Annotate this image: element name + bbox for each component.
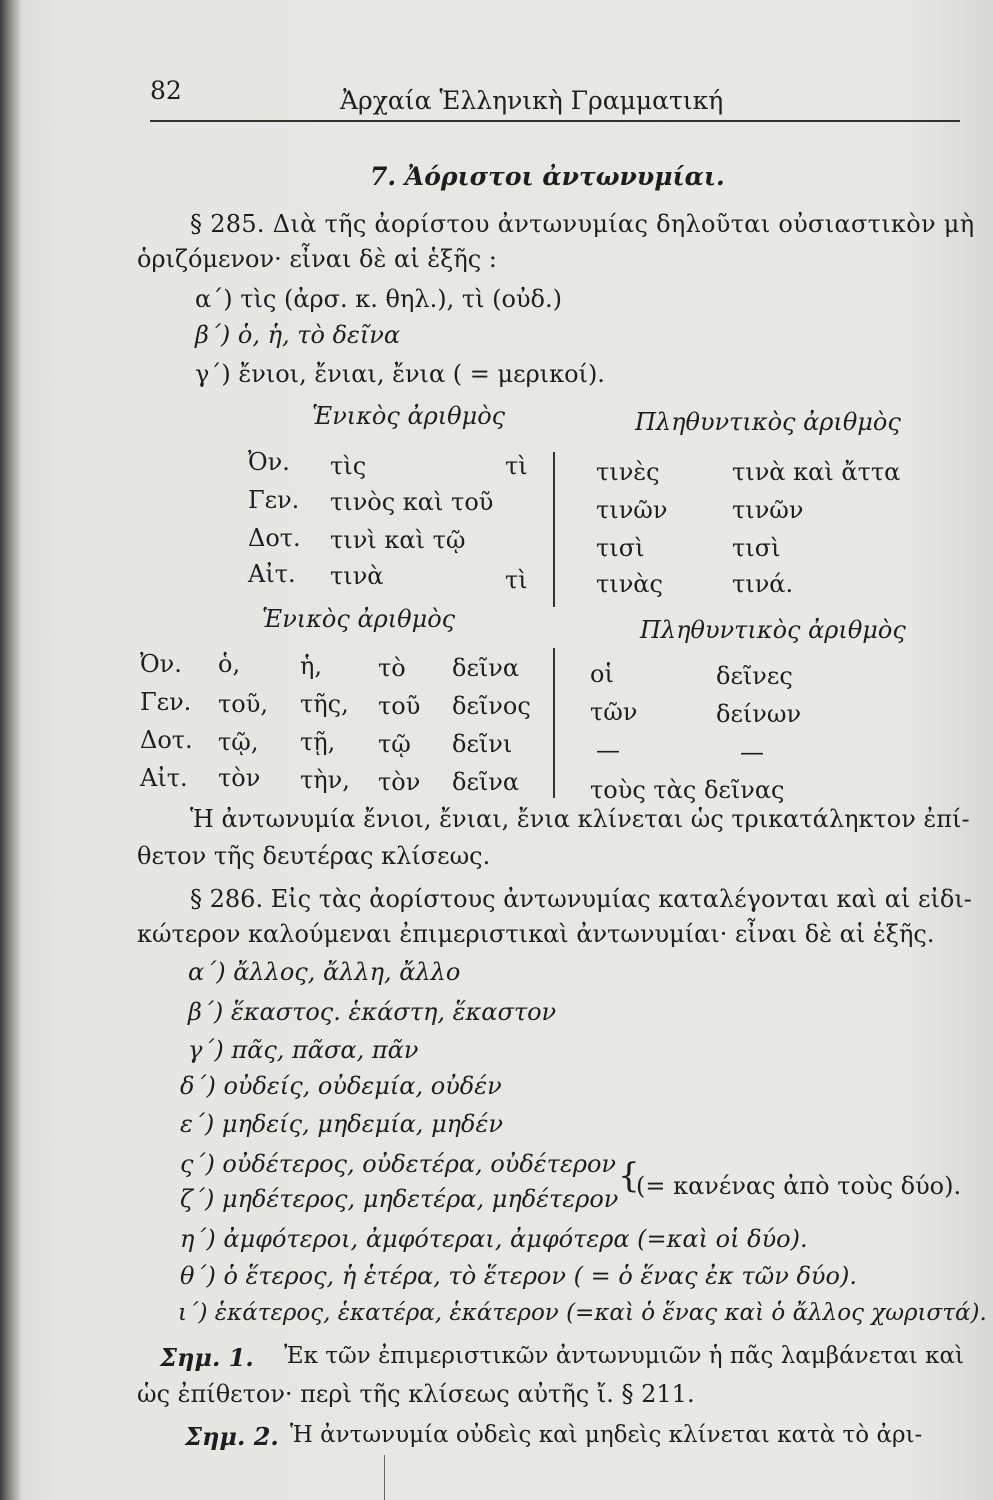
- t2-form: τῆς,: [300, 690, 349, 718]
- p286-item: β΄) ἕκαστος. ἑκάστη, ἕκαστον: [188, 998, 557, 1026]
- t2-form: τῇ,: [300, 728, 336, 756]
- t1-sing-form: τινὶ καὶ τῷ: [330, 526, 466, 554]
- t1-plur-form: τινῶν: [732, 496, 804, 524]
- t1-case: Γεν.: [248, 486, 300, 514]
- p286-item: δ΄) οὐδείς, οὐδεμία, οὐδέν: [180, 1072, 502, 1100]
- t2-form: ὁ,: [218, 650, 241, 678]
- p286-item: ζ΄) μηδέτερος, μηδετέρα, μηδέτερον: [180, 1185, 619, 1213]
- p285-item-c: γ΄) ἔνιοι, ἔνιαι, ἔνια ( = μερικοί).: [195, 360, 605, 388]
- t2-plur-form: δεῖνες: [716, 662, 793, 690]
- running-title: Ἀρχαία Ἑλληνικὴ Γραμματική: [340, 86, 724, 115]
- sim1-line2: ὡς ἐπίθετον· περὶ τῆς κλίσεως αὐτῆς ἴ. § 211.: [137, 1380, 695, 1408]
- t2-form: τὴν,: [300, 766, 350, 794]
- p286-item: ς΄) οὐδέτερος, οὐδετέρα, οὐδέτερον: [180, 1150, 616, 1178]
- t1-divider: [553, 452, 555, 607]
- p286-line1: § 286. Εἰς τὰς ἀορίστους ἀντωνυμίας καταλέγονται καὶ αἱ εἰδι-: [190, 885, 972, 913]
- t1-singular-header: Ἑνικὸς ἀριθμὸς: [312, 402, 506, 430]
- t2-plural-header: Πληθυντικὸς ἀριθμὸς: [640, 616, 906, 644]
- t2-plur-form: τοὺς τὰς δεῖνας: [590, 776, 785, 804]
- t2-form: ἡ,: [300, 652, 323, 680]
- t2-form: τοῦ,: [218, 690, 268, 718]
- t2-case: Ὀν.: [140, 650, 182, 678]
- t1-plur-form: τινά.: [732, 570, 794, 598]
- t2-plur-form: —: [596, 736, 620, 764]
- t1-sing-form: τινὰ: [330, 562, 384, 590]
- t1-plur-form: τινὰς: [596, 570, 663, 598]
- t2-case: Αἰτ.: [140, 764, 188, 792]
- t2-plur-form: δείνων: [716, 700, 802, 728]
- p285-line2: ὁριζόμενον· εἶναι δὲ αἱ ἑξῆς :: [137, 245, 497, 273]
- p286-line2: κώτερον καλούμεναι ἐπιμεριστικαὶ ἀντωνυμίαι· εἶναι δὲ αἱ ἑξῆς.: [137, 920, 935, 948]
- t1-plur-form: τινὲς: [596, 458, 660, 486]
- t2-singular-header: Ἑνικὸς ἀριθμὸς: [262, 605, 456, 633]
- t2-plur-form: οἱ: [590, 660, 614, 688]
- p286-item: γ΄) πᾶς, πᾶσα, πᾶν: [188, 1036, 419, 1064]
- t2-form: τῷ,: [218, 728, 259, 756]
- t2-form: τὸ: [378, 654, 406, 682]
- sim1-line1: Ἐκ τῶν ἐπιμεριστικῶν ἀντωνυμιῶν ἡ πᾶς λαμβάνεται καὶ: [284, 1343, 965, 1369]
- p285-item-a: α΄) τὶς (ἀρσ. κ. θηλ.), τὶ (οὐδ.): [195, 285, 562, 313]
- t2-form: τοῦ: [378, 692, 421, 720]
- sim2-line1: Ἡ ἀντωνυμία οὐδεὶς καὶ μηδεὶς κλίνεται κατὰ τὸ ἀρι-: [290, 1422, 923, 1448]
- t1-sing-form: τινὸς καὶ τοῦ: [330, 488, 494, 516]
- p285-item-b: β΄) ὁ, ἡ, τὸ δεῖνα: [195, 321, 401, 349]
- t1-plur-form: τινῶν: [596, 496, 668, 524]
- p286-item: ε΄) μηδείς, μηδεμία, μηδέν: [180, 1110, 503, 1138]
- t2-case: Δοτ.: [140, 726, 193, 754]
- t1-sing-form: τὶς: [330, 452, 367, 480]
- t2-form: τὸν: [378, 768, 421, 796]
- t1-case: Δοτ.: [248, 524, 301, 552]
- brace-note: (= κανένας ἀπὸ τοὺς δύο).: [636, 1172, 962, 1200]
- t1-sing-form: τὶ: [505, 452, 528, 480]
- p286-item: ι΄) ἑκάτερος, ἑκατέρα, ἑκάτερον (=καὶ ὁ ἕνας καὶ ὁ ἄλλος χωριστά).: [178, 1300, 987, 1326]
- section-heading: 7. Ἀόριστοι ἀντωνυμίαι.: [370, 162, 725, 191]
- t2-form: δεῖνι: [452, 730, 513, 758]
- t1-plur-form: τισὶ: [596, 534, 645, 562]
- t2-form: τὸν: [218, 764, 261, 792]
- p286-item: θ΄) ὁ ἕτερος, ἡ ἑτέρα, τὸ ἕτερον ( = ὁ ἕνας ἐκ τῶν δύο).: [180, 1262, 857, 1290]
- t2-form: δεῖνα: [452, 768, 520, 796]
- t1-plural-header: Πληθυντικὸς ἀριθμὸς: [635, 408, 901, 436]
- brace-mark: {: [618, 1156, 640, 1196]
- p285-line1: § 285. Διὰ τῆς ἀορίστου ἀντωνυμίας δηλοῦται οὐσιαστικὸν μὴ: [190, 210, 975, 238]
- sim1-label: Σημ. 1.: [160, 1343, 254, 1372]
- t2-plur-form: —: [740, 738, 764, 766]
- sim2-label: Σημ. 2.: [185, 1422, 279, 1451]
- t1-case: Ὀν.: [248, 448, 290, 476]
- t2-form: τῷ: [378, 730, 411, 758]
- t1-case: Αἰτ.: [248, 560, 296, 588]
- t1-plur-form: τινὰ καὶ ἄττα: [732, 458, 901, 486]
- t2-case: Γεν.: [140, 688, 192, 716]
- t2-divider: [553, 648, 555, 798]
- gutter-line: [384, 1455, 385, 1500]
- t1-sing-form: τὶ: [505, 566, 528, 594]
- page-number: 82: [150, 76, 182, 105]
- note-line-2: θετον τῆς δευτέρας κλίσεως.: [137, 842, 491, 870]
- p286-item: η΄) ἀμφότεροι, ἀμφότεραι, ἀμφότερα (=καὶ οἱ δύο).: [180, 1225, 808, 1253]
- t2-form: δεῖνα: [452, 654, 520, 682]
- t2-form: δεῖνος: [452, 692, 531, 720]
- header-rule: [150, 120, 960, 122]
- p286-item: α΄) ἄλλος, ἄλλη, ἄλλο: [188, 958, 461, 986]
- t2-plur-form: τῶν: [590, 698, 638, 726]
- note-line-1: Ἡ ἀντωνυμία ἔνιοι, ἔνιαι, ἔνια κλίνεται ὡς τρικατάληκτον ἐπί-: [190, 805, 970, 833]
- t1-plur-form: τισὶ: [732, 534, 781, 562]
